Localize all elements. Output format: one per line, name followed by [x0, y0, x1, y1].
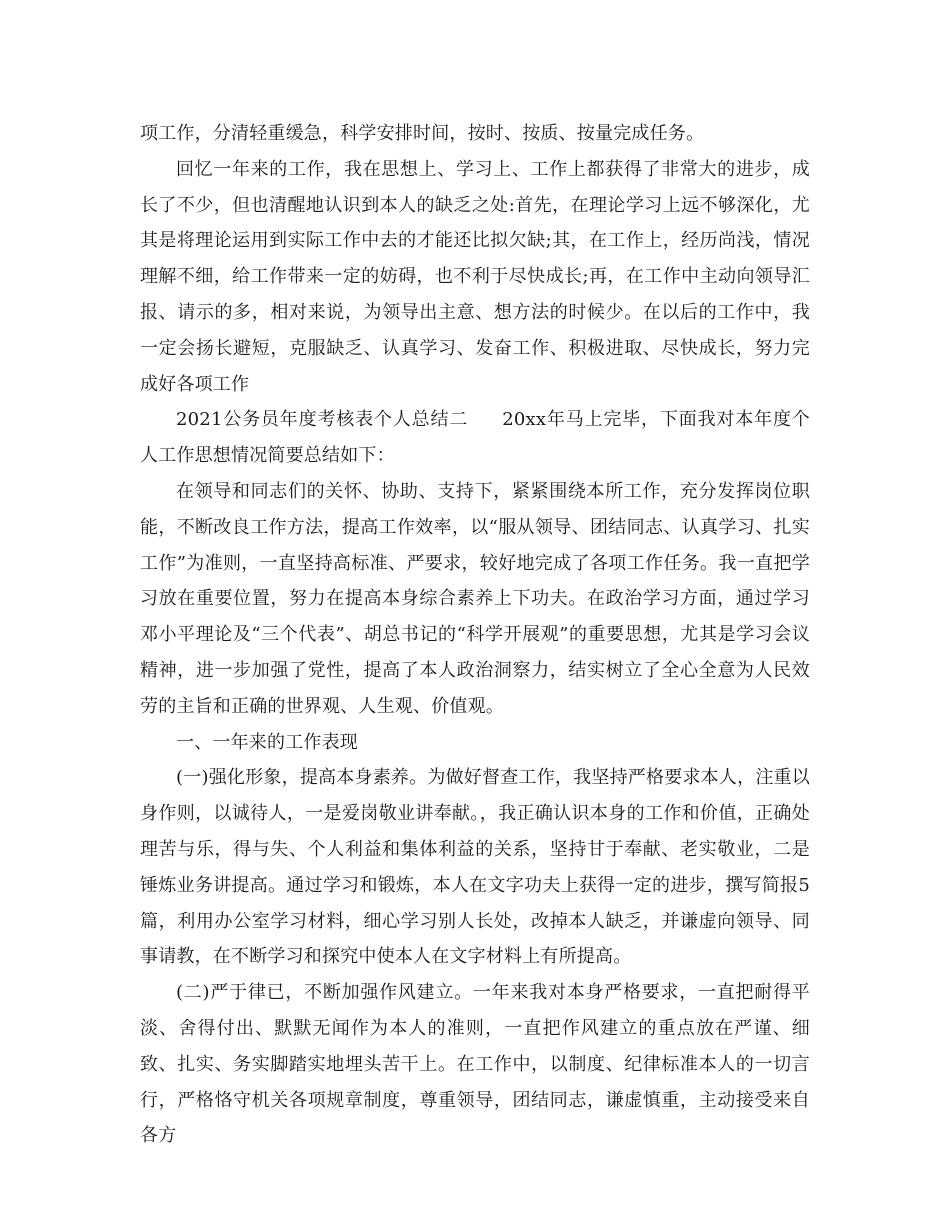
paragraph-3 [140, 402, 810, 474]
paragraph-6: (二)严于律已，不断加强作风建立。一年来我对本身严格要求，一直把耐得平淡、舍得付出、默默无闻作为本人的准则，一直把作风建立的重点放在严谨、细致、扎实、务实脚踏实地埋头苦干上。在工作中，以制度、纪律标准本人的一切言行，严格恪守机关各项规章制度，尊重领导，团结同志，谦虚慎重，主动接受来自各方 [140, 982, 810, 1147]
paragraph-2: 回忆一年来的工作，我在思想上、学习上、工作上都获得了非常大的进步，成长了不少，但也清醒地认识到本人的缺乏之处:首先，在理论学习上远不够深化，尤其是将理论运用到实际工作中去的才能还比拟欠缺;其，在工作上，经历尚浅，情况理解不细，给工作带来一定的妨碍，也不利于尽快成长;再，在工作中主动向领导汇报、请示的多，相对来说，为领导出主意、想方法的时候少。在以后的工作中，我一定会扬长避短，克服缺乏、认真学习、发奋工作、积极进取、尽快成长，努力完成好各项工作 [140, 158, 810, 395]
paragraph-4: 在领导和同志们的关怀、协助、支持下，紧紧围绕本所工作，充分发挥岗位职能，不断改良工作方法，提高工作效率，以“服从领导、团结同志、认真学习、扎实工作”为准则，一直坚持高标准、严要求，较好地完成了各项工作任务。我一直把学习放在重要位置，努力在提高本身综合素养上下功夫。在政治学习方面，通过学习邓小平理论及“三个代表”、胡总书记的“科学开展观”的重要思想，尤其是学习会议精神，进一步加强了党性，提高了本人政治洞察力，结实树立了全心全意为人民效劳的主旨和正确的世界观、人生观、价值观。 [140, 480, 810, 717]
paragraph-3-text: 20xx年马上完毕，下面我对本年度个人工作思想情况简要总结如下： [140, 409, 810, 467]
paragraph-1: 项工作，分清轻重缓急，科学安排时间，按时、按质、按量完成任务。 [140, 123, 705, 144]
section-heading-1: 一、一年来的工作表现 [176, 731, 358, 753]
section-title: 2021公务员年度考核表个人总结二 [176, 409, 469, 431]
paragraph-5: (一)强化形象，提高本身素养。为做好督查工作，我坚持严格要求本人，注重以身作则，以诚待人，一是爱岗敬业讲奉献。，我正确认识本身的工作和价值，正确处理苦与乐，得与失、个人利益和集体利益的关系，坚持甘于奉献、老实敬业，二是锤炼业务讲提高。通过学习和锻炼，本人在文字功夫上获得一定的进步，撰写简报5篇，利用办公室学习材料，细心学习别人长处，改掉本人缺乏，并谦虚向领导、同事请教，在不断学习和探究中使本人在文字材料上有所提高。 [140, 767, 810, 968]
document-body [140, 116, 810, 1154]
